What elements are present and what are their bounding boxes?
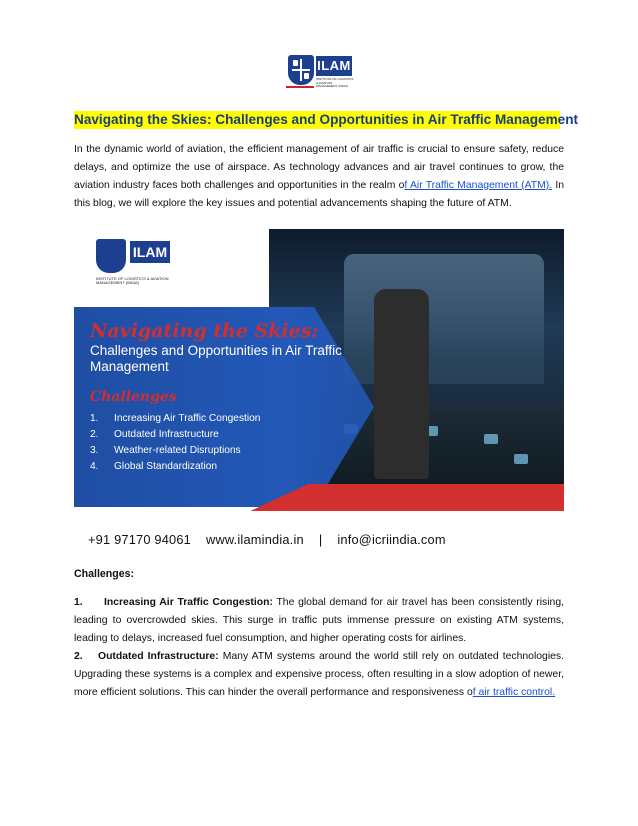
ilam-logo — [286, 52, 354, 92]
intro-text-end: In this blog, we will explore the key issues and potential advancements shaping the future of ATM. — [74, 180, 564, 209]
section-heading: Challenges: — [74, 568, 135, 580]
logo-accent-bar — [286, 86, 314, 88]
hero-banner-image — [74, 229, 564, 554]
shield-icon — [96, 239, 126, 273]
banner-challenges-heading: Challenges — [90, 389, 177, 405]
atm-link[interactable]: f Air Traffic Management (ATM). — [404, 180, 553, 191]
banner-challenges-list — [74, 411, 260, 475]
list-item: 3. Weather-related Disruptions — [90, 445, 241, 456]
point-text: Many ATM systems around the world still rely on outdated technologies. Upgrading these systems is a complex and expensive process, often resulting in a slow adoption of newer, more efficient solutions. This can hinder the overall performance and responsiveness o — [74, 651, 564, 698]
challenge-paragraph-1 — [74, 594, 564, 648]
banner-logo-wordmark: ILAM — [130, 241, 170, 263]
intro-text: In the dynamic world of aviation, the efficient management of air traffic is crucial to ensure safety, reduce delays, and optimize the use of airspace. As technology advances and air travel continues to grow, the aviation industry faces both challenges and opportunities in the realm o — [74, 144, 564, 191]
logo-wordmark: ILAM — [316, 56, 352, 76]
point-number: 1. — [74, 597, 83, 608]
list-item: 2. Outdated Infrastructure — [90, 429, 219, 440]
air-traffic-control-link[interactable]: f air traffic control. — [472, 687, 556, 698]
point-text: The global demand for air travel has been consistently rising, leading to overcrowded skies. This surge in traffic puts immense pressure on existing ATM systems, leading to delays, increased fuel consumption, and higher operating costs for airlines. — [74, 597, 564, 644]
banner-subtitle: Challenges and Opportunities in Air Traffic Management — [90, 343, 342, 374]
point-number: 2. — [74, 651, 83, 662]
pilot-seat — [374, 289, 429, 479]
banner-headline: Navigating the Skies: — [90, 320, 319, 342]
point-heading: Increasing Air Traffic Congestion: — [104, 597, 273, 608]
logo-tagline: INSTITUTE OF LOGISTICS & AVIATION MANAGEMENT (INDIA) — [316, 77, 354, 88]
intro-paragraph — [74, 141, 564, 213]
list-item: 1. Increasing Air Traffic Congestion — [90, 413, 261, 424]
banner-logo-tagline: INSTITUTE OF LOGISTICS & AVIATION MANAGEMENT (INDIA) — [96, 276, 169, 285]
banner-contact-line: +91 97170 94061 www.ilamindia.in | info@icriindia.com — [88, 532, 446, 547]
page-title: Navigating the Skies: Challenges and Opportunities in Air Traffic Management — [74, 112, 579, 127]
challenge-paragraph-2 — [74, 648, 564, 702]
shield-icon — [288, 55, 314, 85]
banner-ilam-logo — [96, 239, 196, 289]
list-item: 4. Global Standardization — [90, 461, 218, 472]
point-heading: Outdated Infrastructure: — [98, 651, 219, 662]
